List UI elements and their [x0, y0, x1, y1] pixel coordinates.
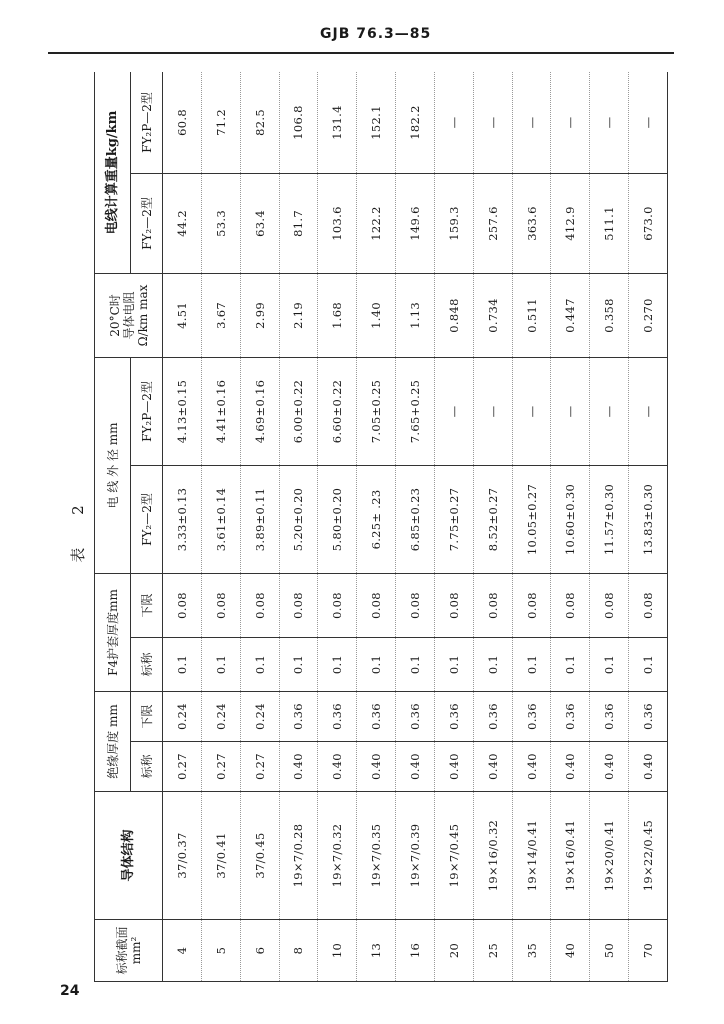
cell-res: 2.19: [279, 273, 318, 357]
header-sheath: F4护套厚度mm: [95, 573, 131, 691]
cell-sh-nom: 0.1: [590, 637, 629, 691]
cell-od-fy2p: —: [512, 357, 551, 465]
cell-section: 5: [201, 920, 240, 982]
header-od-fy2p: FY₂P—2型: [131, 357, 163, 465]
cell-od-fy2: 5.20±0.20: [279, 465, 318, 573]
cell-sh-nom: 0.1: [396, 637, 435, 691]
cell-ins-low: 0.36: [357, 691, 396, 741]
cell-ins-nom: 0.40: [473, 742, 512, 792]
table-row: [279, 72, 318, 982]
cell-od-fy2p: —: [434, 357, 473, 465]
cell-od-fy2p: 4.13±0.15: [163, 357, 202, 465]
cell-ins-low: 0.24: [240, 691, 279, 741]
cell-ins-low: 0.24: [163, 691, 202, 741]
cell-ins-nom: 0.40: [590, 742, 629, 792]
cell-sh-nom: 0.1: [551, 637, 590, 691]
cell-ins-nom: 0.40: [434, 742, 473, 792]
cell-sh-low: 0.08: [434, 573, 473, 637]
cell-ins-low: 0.36: [434, 691, 473, 741]
table-row: [512, 72, 551, 982]
header-ins-lower: 下限: [131, 691, 163, 741]
cell-wt-fy2p: —: [551, 72, 590, 173]
table-caption: 表 2: [69, 491, 87, 563]
cell-wt-fy2: 81.7: [279, 173, 318, 273]
cell-res: 1.68: [318, 273, 357, 357]
cell-od-fy2p: —: [590, 357, 629, 465]
cell-section: 70: [629, 920, 668, 982]
cell-section: 4: [163, 920, 202, 982]
cell-sh-low: 0.08: [512, 573, 551, 637]
page-number: 24: [60, 983, 80, 999]
header-wt-fy2p: FY₂P—2型: [131, 72, 163, 173]
table-row: [473, 72, 512, 982]
cell-sh-nom: 0.1: [357, 637, 396, 691]
cell-section: 40: [551, 920, 590, 982]
header-rule: [48, 52, 674, 54]
table-row: [434, 72, 473, 982]
cell-conductor: 19×20/0.41: [590, 792, 629, 920]
cell-sh-low: 0.08: [629, 573, 668, 637]
header-od-fy2: FY₂—2型: [131, 465, 163, 573]
cell-res: 0.358: [590, 273, 629, 357]
header-weight: 电线计算重量kg/km: [95, 72, 131, 273]
cell-wt-fy2p: —: [629, 72, 668, 173]
cell-ins-low: 0.36: [473, 691, 512, 741]
cell-wt-fy2: 412.9: [551, 173, 590, 273]
cell-res: 0.447: [551, 273, 590, 357]
cell-conductor: 37/0.37: [163, 792, 202, 920]
cell-ins-nom: 0.40: [629, 742, 668, 792]
cell-od-fy2: 11.57±0.30: [590, 465, 629, 573]
cell-sh-low: 0.08: [163, 573, 202, 637]
cell-od-fy2: 8.52±0.27: [473, 465, 512, 573]
cell-conductor: 19×7/0.35: [357, 792, 396, 920]
cell-wt-fy2p: 60.8: [163, 72, 202, 173]
cell-wt-fy2p: 182.2: [396, 72, 435, 173]
cell-ins-nom: 0.40: [396, 742, 435, 792]
cell-od-fy2p: —: [473, 357, 512, 465]
cell-sh-nom: 0.1: [201, 637, 240, 691]
cell-res: 2.99: [240, 273, 279, 357]
cell-od-fy2: 3.33±0.13: [163, 465, 202, 573]
header-resistance: 20°C时 导体电阻 Ω/km max: [95, 273, 163, 357]
cell-sh-low: 0.08: [396, 573, 435, 637]
cell-ins-nom: 0.40: [279, 742, 318, 792]
cell-res: 0.734: [473, 273, 512, 357]
header-insulation: 绝缘厚度 mm: [95, 691, 131, 791]
cell-sh-low: 0.08: [318, 573, 357, 637]
cell-wt-fy2p: 82.5: [240, 72, 279, 173]
cell-sh-low: 0.08: [279, 573, 318, 637]
rotated-table-container: [62, 72, 672, 982]
header-wt-fy2: FY₂—2型: [131, 173, 163, 273]
cell-wt-fy2: 363.6: [512, 173, 551, 273]
cell-sh-nom: 0.1: [163, 637, 202, 691]
cell-conductor: 19×14/0.41: [512, 792, 551, 920]
table-row: [590, 72, 629, 982]
cell-sh-nom: 0.1: [473, 637, 512, 691]
cell-section: 25: [473, 920, 512, 982]
cell-conductor: 19×16/0.41: [551, 792, 590, 920]
cell-wt-fy2p: 71.2: [201, 72, 240, 173]
cell-res: 0.848: [434, 273, 473, 357]
cell-res: 0.270: [629, 273, 668, 357]
cell-sh-nom: 0.1: [512, 637, 551, 691]
cell-od-fy2p: —: [551, 357, 590, 465]
cell-od-fy2p: 4.69±0.16: [240, 357, 279, 465]
cell-wt-fy2: 257.6: [473, 173, 512, 273]
cell-wt-fy2: 149.6: [396, 173, 435, 273]
cell-sh-low: 0.08: [240, 573, 279, 637]
cell-sh-low: 0.08: [357, 573, 396, 637]
cell-conductor: 19×7/0.32: [318, 792, 357, 920]
cell-od-fy2: 6.85±0.23: [396, 465, 435, 573]
cell-sh-nom: 0.1: [629, 637, 668, 691]
cell-wt-fy2p: —: [590, 72, 629, 173]
table-row: [396, 72, 435, 982]
cell-od-fy2: 3.89±0.11: [240, 465, 279, 573]
cell-wt-fy2: 122.2: [357, 173, 396, 273]
cell-od-fy2: 10.05±0.27: [512, 465, 551, 573]
cell-section: 16: [396, 920, 435, 982]
table-row: [163, 72, 202, 982]
cell-ins-nom: 0.40: [512, 742, 551, 792]
cable-spec-table: [94, 72, 668, 982]
cell-od-fy2: 7.75±0.27: [434, 465, 473, 573]
cell-ins-nom: 0.40: [551, 742, 590, 792]
table-row: [318, 72, 357, 982]
cell-ins-nom: 0.40: [357, 742, 396, 792]
cell-res: 1.40: [357, 273, 396, 357]
cell-wt-fy2: 159.3: [434, 173, 473, 273]
table-row: [240, 72, 279, 982]
cell-conductor: 19×7/0.39: [396, 792, 435, 920]
cell-conductor: 19×22/0.45: [629, 792, 668, 920]
cell-section: 50: [590, 920, 629, 982]
header-section: 标称截面 mm²: [95, 920, 163, 982]
cell-section: 13: [357, 920, 396, 982]
cell-res: 4.51: [163, 273, 202, 357]
cell-sh-low: 0.08: [551, 573, 590, 637]
cell-wt-fy2p: 106.8: [279, 72, 318, 173]
table-row: [551, 72, 590, 982]
cell-wt-fy2p: —: [473, 72, 512, 173]
cell-conductor: 37/0.45: [240, 792, 279, 920]
cell-ins-low: 0.36: [318, 691, 357, 741]
cell-ins-nom: 0.27: [163, 742, 202, 792]
cell-section: 6: [240, 920, 279, 982]
cell-sh-low: 0.08: [473, 573, 512, 637]
cell-od-fy2: 10.60±0.30: [551, 465, 590, 573]
cell-wt-fy2p: 152.1: [357, 72, 396, 173]
cell-ins-nom: 0.27: [201, 742, 240, 792]
cell-ins-low: 0.36: [396, 691, 435, 741]
cell-ins-low: 0.36: [279, 691, 318, 741]
cell-ins-nom: 0.40: [318, 742, 357, 792]
cell-od-fy2p: 4.41±0.16: [201, 357, 240, 465]
cell-ins-low: 0.36: [629, 691, 668, 741]
cell-section: 10: [318, 920, 357, 982]
cell-wt-fy2: 53.3: [201, 173, 240, 273]
cell-sh-nom: 0.1: [318, 637, 357, 691]
cell-ins-low: 0.36: [512, 691, 551, 741]
cell-wt-fy2p: —: [512, 72, 551, 173]
cell-res: 3.67: [201, 273, 240, 357]
cell-od-fy2p: 7.65+0.25: [396, 357, 435, 465]
cell-od-fy2: 3.61±0.14: [201, 465, 240, 573]
cell-wt-fy2: 673.0: [629, 173, 668, 273]
cell-wt-fy2p: 131.4: [318, 72, 357, 173]
cell-ins-nom: 0.27: [240, 742, 279, 792]
cell-ins-low: 0.24: [201, 691, 240, 741]
cell-ins-low: 0.36: [590, 691, 629, 741]
table-row: [201, 72, 240, 982]
cell-conductor: 37/0.41: [201, 792, 240, 920]
header-ins-nominal: 标称: [131, 742, 163, 792]
cell-conductor: 19×16/0.32: [473, 792, 512, 920]
cell-wt-fy2: 511.1: [590, 173, 629, 273]
cell-res: 0.511: [512, 273, 551, 357]
cell-ins-low: 0.36: [551, 691, 590, 741]
cell-wt-fy2: 63.4: [240, 173, 279, 273]
table-row: [357, 72, 396, 982]
cell-sh-nom: 0.1: [434, 637, 473, 691]
cell-od-fy2: 6.25± .23: [357, 465, 396, 573]
table-row: [629, 72, 668, 982]
table-region: [62, 72, 672, 982]
cell-wt-fy2: 103.6: [318, 173, 357, 273]
cell-od-fy2: 5.80±0.20: [318, 465, 357, 573]
cell-od-fy2p: 6.60±0.22: [318, 357, 357, 465]
header-outer-diameter: 电 线 外 径 mm: [95, 357, 131, 573]
cell-conductor: 19×7/0.28: [279, 792, 318, 920]
cell-section: 8: [279, 920, 318, 982]
cell-od-fy2: 13.83±0.30: [629, 465, 668, 573]
header-sheath-nominal: 标称: [131, 637, 163, 691]
document-code: GJB 76.3—85: [320, 26, 432, 42]
cell-sh-low: 0.08: [590, 573, 629, 637]
cell-sh-low: 0.08: [201, 573, 240, 637]
cell-sh-nom: 0.1: [240, 637, 279, 691]
cell-wt-fy2p: —: [434, 72, 473, 173]
cell-conductor: 19×7/0.45: [434, 792, 473, 920]
cell-od-fy2p: —: [629, 357, 668, 465]
cell-section: 20: [434, 920, 473, 982]
table-body: [163, 72, 668, 982]
header-sheath-lower: 下限: [131, 573, 163, 637]
cell-od-fy2p: 6.00±0.22: [279, 357, 318, 465]
cell-wt-fy2: 44.2: [163, 173, 202, 273]
cell-res: 1.13: [396, 273, 435, 357]
header-conductor: 导体结构: [95, 792, 163, 920]
cell-section: 35: [512, 920, 551, 982]
cell-od-fy2p: 7.05±0.25: [357, 357, 396, 465]
cell-sh-nom: 0.1: [279, 637, 318, 691]
